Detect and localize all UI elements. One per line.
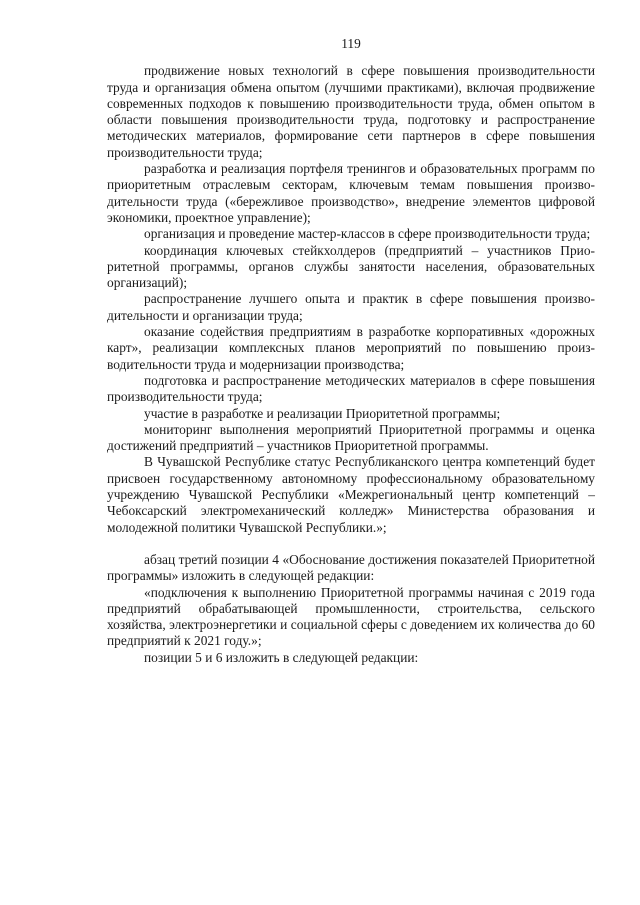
paragraph-training-portfolio: разработка и реализация портфеля тренингов и образовательных программ по приоритетным отраслевым секторам, ключевым темам повышения производительности труда («бережливое производство», внедрение элементов цифровой экономики, проектное управление);	[107, 161, 595, 225]
paragraph-position-4-amendment: абзац третий позиции 4 «Обоснование достижения показателей Приоритетной программы» изложить в следующей редакции:	[107, 551, 595, 584]
paragraph-positions-5-6: позиции 5 и 6 изложить в следующей редакции:	[144, 649, 419, 665]
paragraph-enterprises-connection: «подключения к выполнению Приоритетной программы начиная с 2019 года предприятий обрабатывающей промышленности, строительства, сельского хозяйства, электроэнергетики и социальной сферы с доведением их количества до 60 предприятий к 2021 году.»;	[107, 584, 595, 649]
paragraph-master-classes: организация и проведение мастер-классов в сфере производительности труда;	[144, 226, 591, 242]
paragraph-monitoring: мониторинг выполнения мероприятий Приоритетной программы и оценка достижений предприятий – участников Приоритетной программы.	[107, 421, 595, 454]
paragraph-program-participation: участие в разработке и реализации Приоритетной программы;	[144, 405, 501, 421]
paragraph-roadmaps-assistance: оказание содействия предприятиям в разработке корпоративных «дорожных карт», реализации комплексных планов мероприятий по повышению производительности труда и модернизации производства;	[107, 324, 595, 372]
page-number: 119	[341, 36, 361, 51]
paragraph-technology-promotion: продвижение новых технологий в сфере повышения производительности труда и организация обмена опытом (лучшими практиками), включая продвижение современных подходов к повышению производительности труда, обмен опытом в области повышения производительности труда, подготовку и распространение методических материалов, формирование сети партнеров в сфере повышения производительности труда;	[107, 63, 595, 160]
paragraph-best-practices: распространение лучшего опыта и практик в сфере повышения производительности и организации труда;	[107, 291, 595, 323]
document-page	[107, 36, 595, 666]
paragraph-methodical-materials: подготовка и распространение методических материалов в сфере повышения производительности труда;	[107, 372, 595, 405]
paragraph-competence-center-status: В Чувашской Республике статус Республиканского центра компетенций будет присвоен государственному автономному профессиональному образовательному учреждению Чувашской Республики «Межрегиональный центр компетенций – Чебоксарский электромеханический колледж» Министерства образования и молодежной политики Чувашской Республики.»;	[107, 454, 595, 535]
paragraph-stakeholder-coordination: координация ключевых стейкхолдеров (предприятий – участников Приоритетной программы, органов службы занятости населения, образовательных организаций);	[107, 242, 595, 291]
